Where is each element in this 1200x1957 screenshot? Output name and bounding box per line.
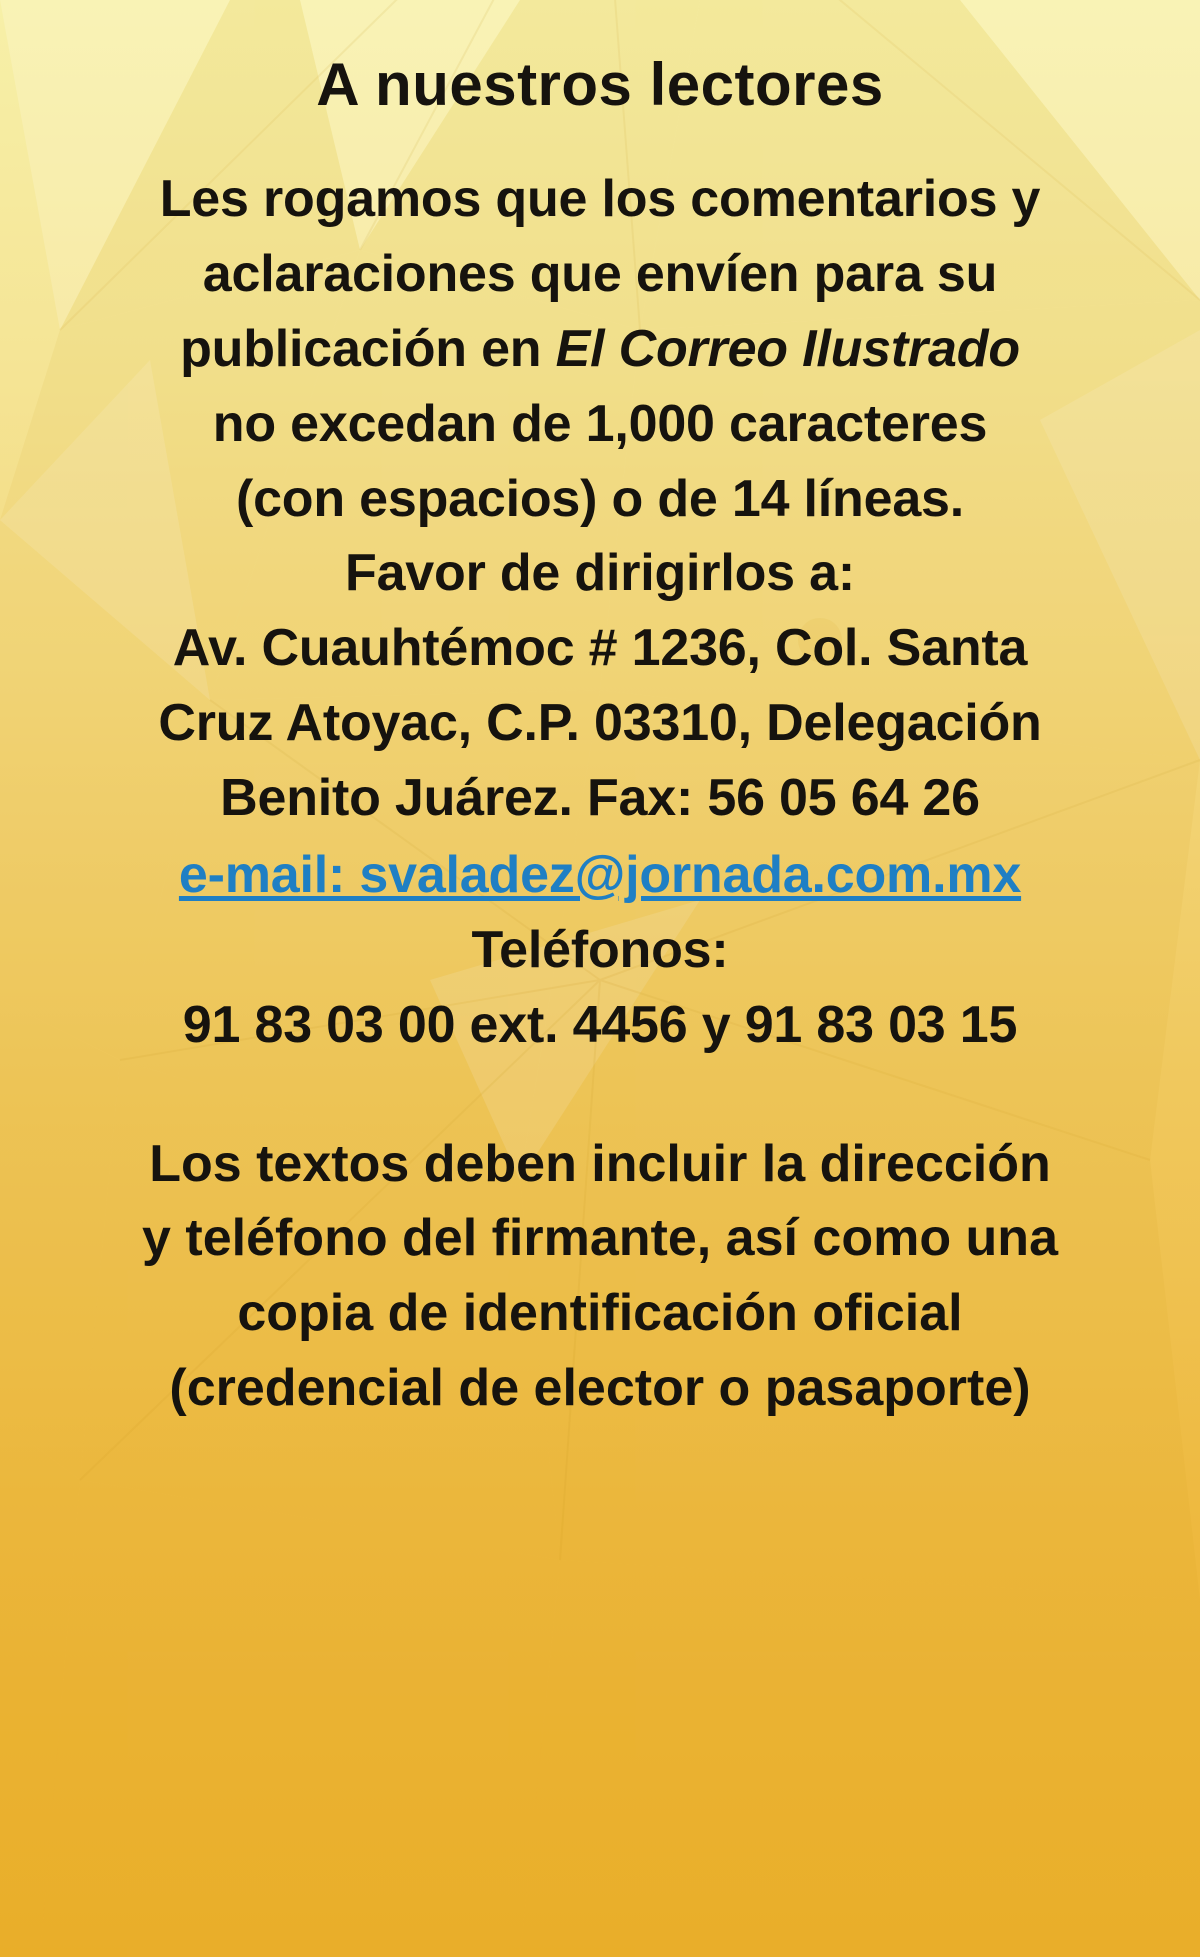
paragraph-spacer xyxy=(40,1063,1160,1127)
address-line-2: Cruz Atoyac, C.P. 03310, Delegación xyxy=(158,694,1042,753)
requirements-line-2: y teléfono del firmante, así como una xyxy=(142,1209,1058,1268)
page-title: A nuestros lectores xyxy=(316,51,884,118)
requirements-line-4: (credencial de elector o pasaporte) xyxy=(169,1359,1031,1418)
address-line-1: Av. Cuauhtémoc # 1236, Col. Santa xyxy=(172,619,1028,678)
intro-line-1: Les rogamos que los comentarios y xyxy=(159,170,1041,228)
email-link[interactable]: e-mail: svaladez@jornada.com.mx xyxy=(178,845,1022,904)
limit-line-1: no excedan de 1,000 caracteres xyxy=(212,394,988,453)
requirements-paragraph xyxy=(40,1127,1160,1427)
publication-name: El Correo Ilustrado xyxy=(555,319,1020,378)
limit-line-2: (con espacios) o de 14 líneas. xyxy=(235,469,965,528)
requirements-line-3: copia de identificación oficial xyxy=(237,1284,963,1343)
submission-instruction: Favor de dirigirlos a: xyxy=(345,544,855,603)
address-line-3: Benito Juárez. Fax: 56 05 64 26 xyxy=(220,769,980,827)
email-line xyxy=(40,838,1160,913)
publication-prefix: publicación en xyxy=(180,319,556,378)
intro-paragraph xyxy=(40,162,1160,1063)
intro-line-2: aclaraciones que envíen para su xyxy=(202,244,998,303)
phones-value: 91 83 03 00 ext. 4456 y 91 83 03 15 xyxy=(182,995,1018,1054)
requirements-line-1: Los textos deben incluir la dirección xyxy=(149,1134,1051,1193)
phones-label: Teléfonos: xyxy=(471,920,729,979)
